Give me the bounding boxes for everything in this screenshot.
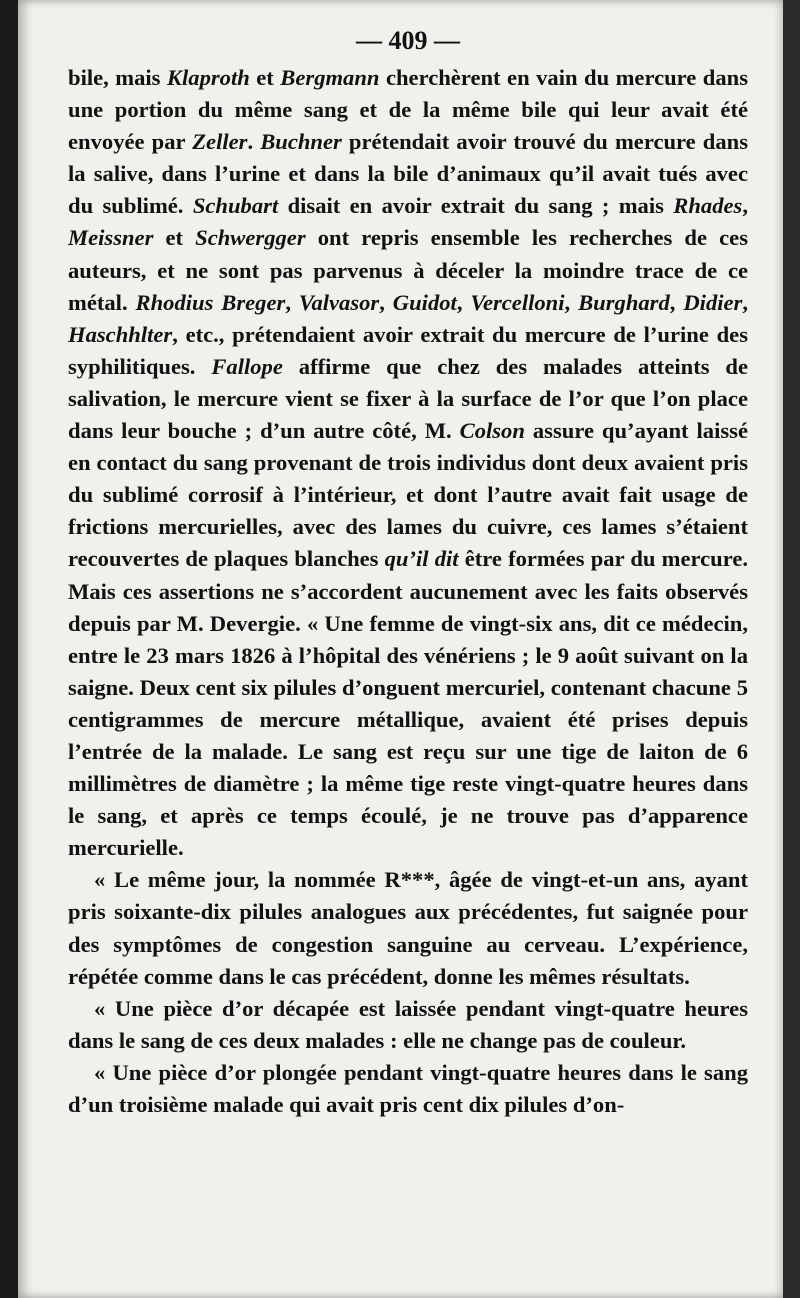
italic-run: Fallope [211, 353, 283, 379]
italic-run: Schwergger [195, 225, 306, 251]
paragraph [68, 1057, 748, 1121]
text-run: , etc., prétendaient avoir extrait du mercure de l’urine des syphilitiques. [68, 321, 748, 379]
text-run: , [742, 289, 748, 315]
italic-run: Vercelloni [470, 289, 565, 315]
italic-run: Rhodius Breger [135, 289, 286, 315]
text-run: affirme que chez des malades atteints de salivation, le mercure vient se fixer à la surface de l’or que l’on place dans leur bouche ; d’un autre côté, M. [68, 353, 748, 444]
text-run: disait en avoir extrait du sang ; mais [278, 193, 674, 219]
italic-run: Burghard [578, 289, 670, 315]
text-run: « Une pièce d’or plongée pendant vingt-quatre heures dans le sang d’un troisième malade qui avait pris cent dix pilules d’on- [68, 1059, 748, 1117]
text-run: ont repris ensemble les recherches de ces auteurs, et ne sont pas parvenus à déceler la moindre trace de ce métal. [68, 225, 748, 315]
italic-run: Bergmann [280, 65, 380, 90]
text-run: bile, mais [68, 65, 167, 90]
italic-run: Colson [459, 418, 525, 444]
page-number: — 409 — [356, 26, 460, 55]
paragraph [68, 864, 748, 992]
paragraph [68, 993, 748, 1057]
italic-run: Haschhlter [68, 321, 173, 347]
italic-run: Guidot [392, 289, 457, 315]
text-run: cherchèrent en vain du mercure dans une portion du même sang et de la même bile qui leur avait été envoyée par [68, 65, 748, 155]
text-run: être formées par du mercure. Mais ces assertions ne s’accordent aucunement avec les faits observés depuis par M. Devergie. « Une femme de vingt-six ans, dit ce médecin, entre le 23 mars 1826 à l’hôpital des vénériens ; le 9 août suivant on la saigne. Deux cent six pilules d’onguent mercuriel, contenant chacune 5 centigrammes de mercure métallique, avaient été prises depuis l’entrée de la malade. Le sang est reçu sur une tige de laiton de 6 millimètres de diamètre ; la même tige reste vingt-quatre heures dans le sang, et après ce temps écoulé, je ne trouve pas d’apparence mercurielle. [68, 546, 748, 861]
body-text [68, 62, 748, 1121]
italic-run: Didier [683, 289, 743, 315]
text-run: et [153, 225, 196, 251]
text-run: « Une pièce d’or décapée est laissée pendant vingt-quatre heures dans le sang de ces deux malades : elle ne change pas de couleur. [68, 995, 748, 1053]
italic-run: Rhades [673, 193, 743, 219]
text-run: , [742, 193, 748, 219]
text-run: assure qu’ayant laissé en contact du sang provenant de trois individus dont deux avaient pris du sublimé corrosif à l’intérieur, et dont l’autre avait fait usage de frictions mercurielles, avec des lames du cuivre, ces lames s’étaient recouvertes de plaques blanches [68, 418, 748, 572]
italic-run: Valvasor [298, 289, 380, 315]
italic-run: qu’il dit [384, 546, 459, 572]
text-run: . [247, 129, 261, 155]
italic-run: Schubart [192, 193, 279, 219]
text-run: , [669, 289, 684, 315]
scan-edge [783, 0, 800, 1298]
italic-run: Zeller [192, 129, 248, 155]
italic-run: Meissner [68, 225, 154, 251]
paragraph [68, 62, 748, 864]
italic-run: Klaproth [166, 65, 250, 90]
book-page [18, 0, 783, 1298]
text-run: prétendait avoir trouvé du mercure dans la salive, dans l’urine et dans la bile d’animaux qu’il avait tués avec du sublimé. [68, 129, 749, 219]
text-run: et [249, 65, 281, 90]
italic-run: Buchner [260, 129, 342, 155]
text-run: , [456, 289, 471, 315]
text-run: , [285, 289, 299, 315]
text-run: « Le même jour, la nommée R***, âgée de vingt-et-un ans, ayant pris soixante-dix pilules analogues aux précédentes, fut saignée pour des symptômes de congestion sanguine au cerveau. L’expérience, répétée comme dans le cas précédent, donne les mêmes résultats. [68, 867, 748, 989]
text-run: , [564, 289, 579, 315]
text-run: , [379, 289, 393, 315]
